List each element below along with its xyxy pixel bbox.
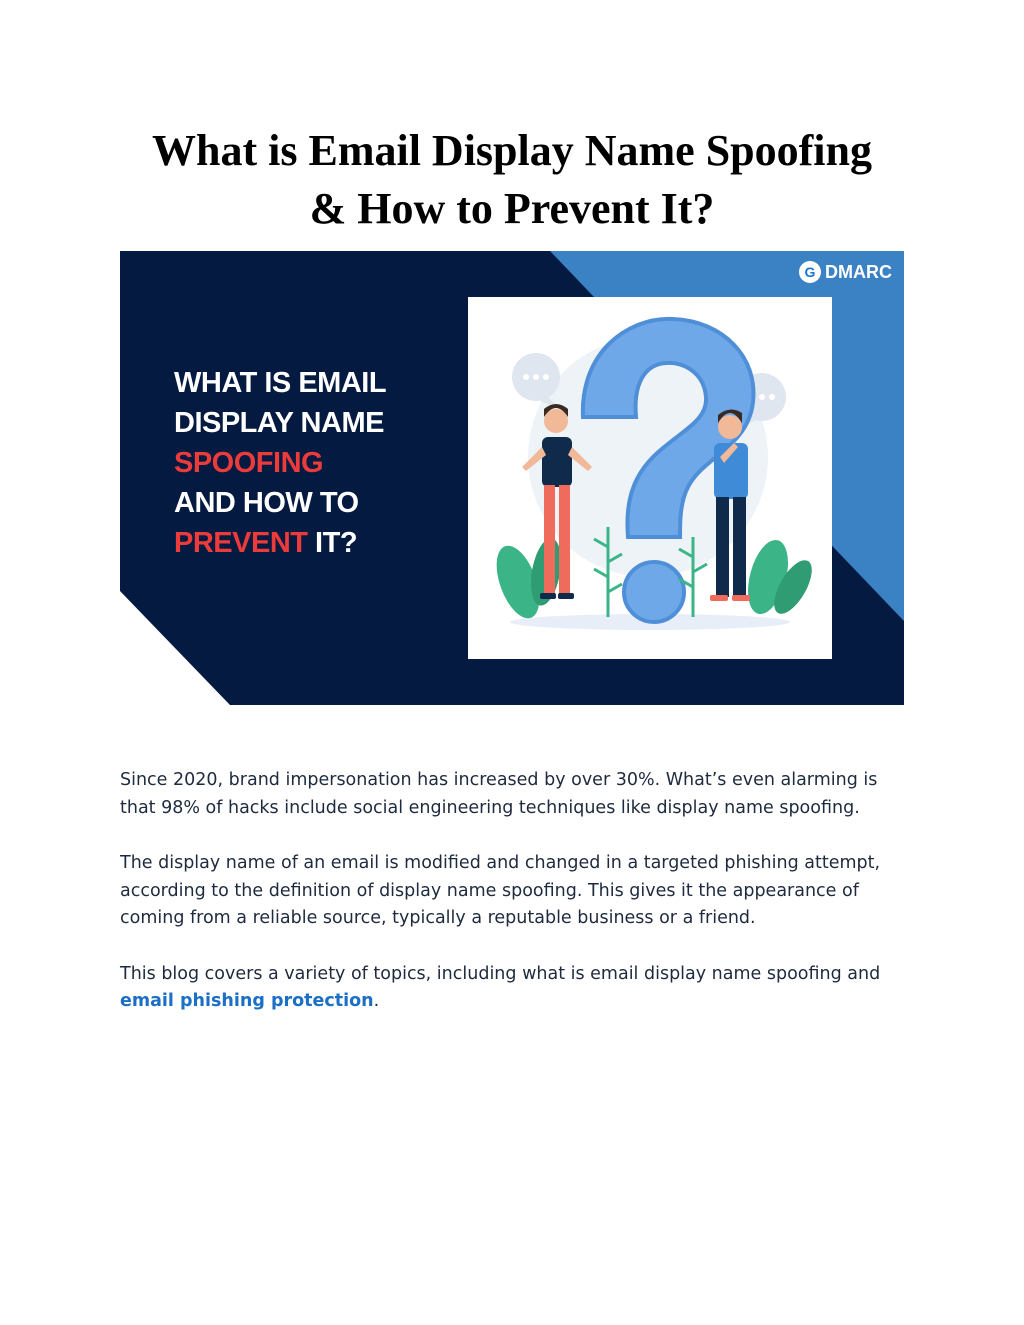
- plant-right-icon: [741, 536, 819, 620]
- paragraph-3-end: .: [373, 991, 380, 1011]
- article-body: [120, 767, 910, 1044]
- page-title: [0, 122, 1024, 238]
- headline-line-2: DISPLAY NAME: [174, 407, 384, 439]
- godmarc-logo: [799, 261, 892, 283]
- headline-prevent: PREVENT: [174, 527, 308, 559]
- headline-line-1: WHAT IS EMAIL: [174, 367, 387, 399]
- paragraph-3: [120, 961, 910, 1016]
- headline-line-4: AND HOW TO: [174, 487, 359, 519]
- paragraph-3-text: This blog covers a variety of topics, including what is email display name spoofing and: [120, 963, 881, 984]
- banner-headline: [174, 363, 386, 563]
- paragraph-1: Since 2020, brand impersonation has increased by over 30%. What’s even alarming is that 98% of hacks include social engineering techniques like display name spoofing.: [120, 770, 878, 818]
- title-line-1: What is Email Display Name Spoofing: [152, 126, 872, 175]
- paragraph-2: The display name of an email is modified and changed in a targeted phishing attempt, according to the definition of display name spoofing. This gives it the appearance of coming from a reliable source, typically a reputable business or a friend.: [120, 853, 881, 928]
- hero-banner: [120, 251, 904, 705]
- headline-it: IT?: [307, 527, 358, 559]
- illustration-card: [468, 297, 832, 659]
- headline-line-3: SPOOFING: [174, 447, 324, 479]
- email-phishing-protection-link[interactable]: email phishing protection: [120, 991, 374, 1011]
- logo-text: DMARC: [825, 261, 892, 282]
- question-mark-illustration: [468, 297, 832, 659]
- logo-mark: G: [799, 261, 821, 283]
- title-line-2: & How to Prevent It?: [309, 184, 715, 233]
